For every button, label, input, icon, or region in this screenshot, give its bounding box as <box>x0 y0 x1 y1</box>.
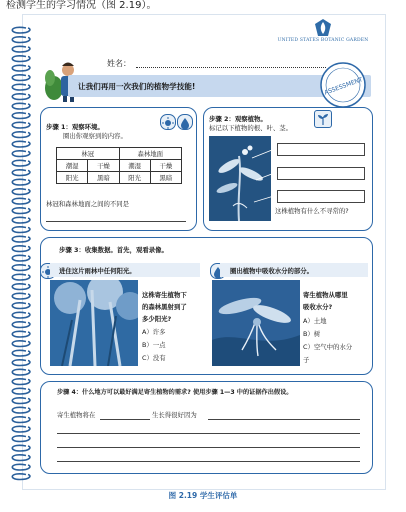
right-option-c-wrap: 子 <box>303 356 310 364</box>
right-option-b[interactable]: B）树 <box>303 330 321 338</box>
plant-icon <box>315 111 331 127</box>
spiral-coil <box>12 274 30 280</box>
option-dark[interactable]: 黑暗 <box>88 172 119 184</box>
spiral-coil <box>12 322 30 328</box>
spiral-coil <box>12 369 30 375</box>
spiral-binding-icon <box>6 22 36 484</box>
left-option-c[interactable]: C）没有 <box>142 354 166 362</box>
plant-badge <box>314 110 332 128</box>
spiral-coil <box>12 227 30 233</box>
spiral-coil <box>12 293 30 299</box>
answer-line[interactable] <box>57 447 360 448</box>
sun-icon <box>161 116 175 130</box>
spiral-coil <box>12 331 30 337</box>
option-dry[interactable]: 干燥 <box>88 160 119 172</box>
step1-subtitle: 圈出你观察到的内容。 <box>63 132 127 140</box>
spiral-coil <box>12 417 30 423</box>
water-badge <box>177 114 193 130</box>
left-option-a[interactable]: A）许多 <box>142 328 166 336</box>
spiral-coil <box>12 27 30 33</box>
spiral-coil <box>12 56 30 62</box>
spiral-coil <box>12 474 30 480</box>
spiral-coil <box>12 113 30 119</box>
banner-text: 让我们再用一次我们的植物学技能! <box>78 82 196 91</box>
spiral-coil <box>12 303 30 309</box>
spiral-coil <box>12 122 30 128</box>
spiral-coil <box>12 388 30 394</box>
observation-table <box>56 147 182 184</box>
sun-badge <box>160 114 176 130</box>
step2-title: 步骤 2：观察植物。 <box>209 115 267 123</box>
option-sunny[interactable]: 阳光 <box>57 172 88 184</box>
spiral-coil <box>12 179 30 185</box>
spiral-coil <box>12 464 30 470</box>
step1-title: 步骤 1：观察环境。 <box>46 123 104 131</box>
spiral-coil <box>12 75 30 81</box>
step2-subtitle: 标记以下植物的根、叶、茎。 <box>209 124 293 132</box>
spiral-coil <box>12 236 30 242</box>
label-box-3[interactable] <box>277 190 365 203</box>
spiral-coil <box>12 132 30 138</box>
spiral-coil <box>12 189 30 195</box>
spiral-coil <box>12 141 30 147</box>
option-sunny[interactable]: 阳光 <box>119 172 150 184</box>
spiral-coil <box>12 398 30 404</box>
location-answer-line[interactable] <box>100 419 150 420</box>
leaf-logo-icon <box>313 18 333 38</box>
right-question-line1: 寄生植物从哪里 <box>303 291 348 299</box>
spiral-coil <box>12 151 30 157</box>
left-option-b[interactable]: B）一点 <box>142 341 166 349</box>
answer-line[interactable] <box>57 461 360 462</box>
water-drop-icon <box>178 116 192 130</box>
spiral-coil <box>12 170 30 176</box>
spiral-coil <box>12 94 30 100</box>
spiral-coil <box>12 65 30 71</box>
right-question-line2: 吸收水分? <box>303 303 333 311</box>
stamp-text: ASSESSMENT <box>323 76 364 97</box>
answer-line[interactable] <box>57 433 360 434</box>
option-moist[interactable]: 潮湿 <box>57 160 88 172</box>
step3-right-header: 圈出植物中吸收水分的部分。 <box>230 267 314 275</box>
logo-text: UNITED STATES BOTANIC GARDEN <box>277 38 369 43</box>
spiral-coil <box>12 445 30 451</box>
spiral-coil <box>12 255 30 261</box>
spiral-coil <box>12 84 30 90</box>
spiral-coil <box>12 46 30 52</box>
name-field[interactable] <box>136 67 326 68</box>
spiral-coil <box>12 379 30 385</box>
context-text: 检测学生的学习情况（图 2.19）。 <box>6 0 157 11</box>
spiral-coil <box>12 407 30 413</box>
pointer-lines <box>250 140 280 210</box>
spiral-coil <box>12 103 30 109</box>
spiral-coil <box>12 37 30 43</box>
spiral-coil <box>12 360 30 366</box>
botanic-garden-logo <box>268 18 378 43</box>
spiral-coil <box>12 217 30 223</box>
answer-line[interactable] <box>46 221 186 222</box>
step3-title: 步骤 3：收集数据。首先，观看录像。 <box>59 246 168 254</box>
spiral-coil <box>12 455 30 461</box>
spiral-coil <box>12 312 30 318</box>
left-question-line3: 多少阳光? <box>142 315 172 323</box>
canopy-photo <box>50 280 138 366</box>
left-question-line1: 这株寄生植物下 <box>142 291 187 299</box>
option-dark[interactable]: 黑暗 <box>150 172 181 184</box>
table-row <box>57 160 182 172</box>
name-label: 姓名： <box>107 59 131 68</box>
step3-left-header: 进住这片雨林中任何阳光。 <box>59 267 136 275</box>
option-moist[interactable]: 潮湿 <box>119 160 150 172</box>
assessment-stamp-icon <box>318 60 368 110</box>
left-question-line2: 的森林黑射到了 <box>142 303 187 311</box>
figure-caption: 图 2.19 学生评估单 <box>168 491 238 500</box>
sentence-start: 寄生植物将在 <box>57 411 96 419</box>
spiral-coil <box>12 208 30 214</box>
right-option-c[interactable]: C）空气中的水分 <box>303 343 353 351</box>
step1-question: 林冠和森林地面之间的不同是 <box>46 200 130 208</box>
table-row <box>57 172 182 184</box>
spiral-coil <box>12 350 30 356</box>
sentence-mid: 生长得很好因为 <box>152 411 197 419</box>
label-box-1[interactable] <box>277 143 365 156</box>
label-box-2[interactable] <box>277 167 365 180</box>
spiral-coil <box>12 341 30 347</box>
spiral-coil <box>12 436 30 442</box>
spiral-coil <box>12 284 30 290</box>
spiral-coil <box>12 160 30 166</box>
table-header-canopy: 林冠 <box>57 148 120 160</box>
step2-question: 这株植物有什么不寻常的? <box>275 207 349 215</box>
spiral-coil <box>12 426 30 432</box>
spiral-coil <box>12 265 30 271</box>
epiphyte-roots-photo <box>212 280 300 366</box>
spiral-coil <box>12 198 30 204</box>
reason-answer-line[interactable] <box>208 419 360 420</box>
step4-title: 步骤 4：什么地方可以最好满足寄生植物的需求? 使用步骤 1—3 中的证据作出假设。 <box>57 389 293 396</box>
table-header-floor: 森林地面 <box>119 148 182 160</box>
right-option-a[interactable]: A）土地 <box>303 317 327 325</box>
spiral-coil <box>12 246 30 252</box>
option-dry[interactable]: 干燥 <box>150 160 181 172</box>
